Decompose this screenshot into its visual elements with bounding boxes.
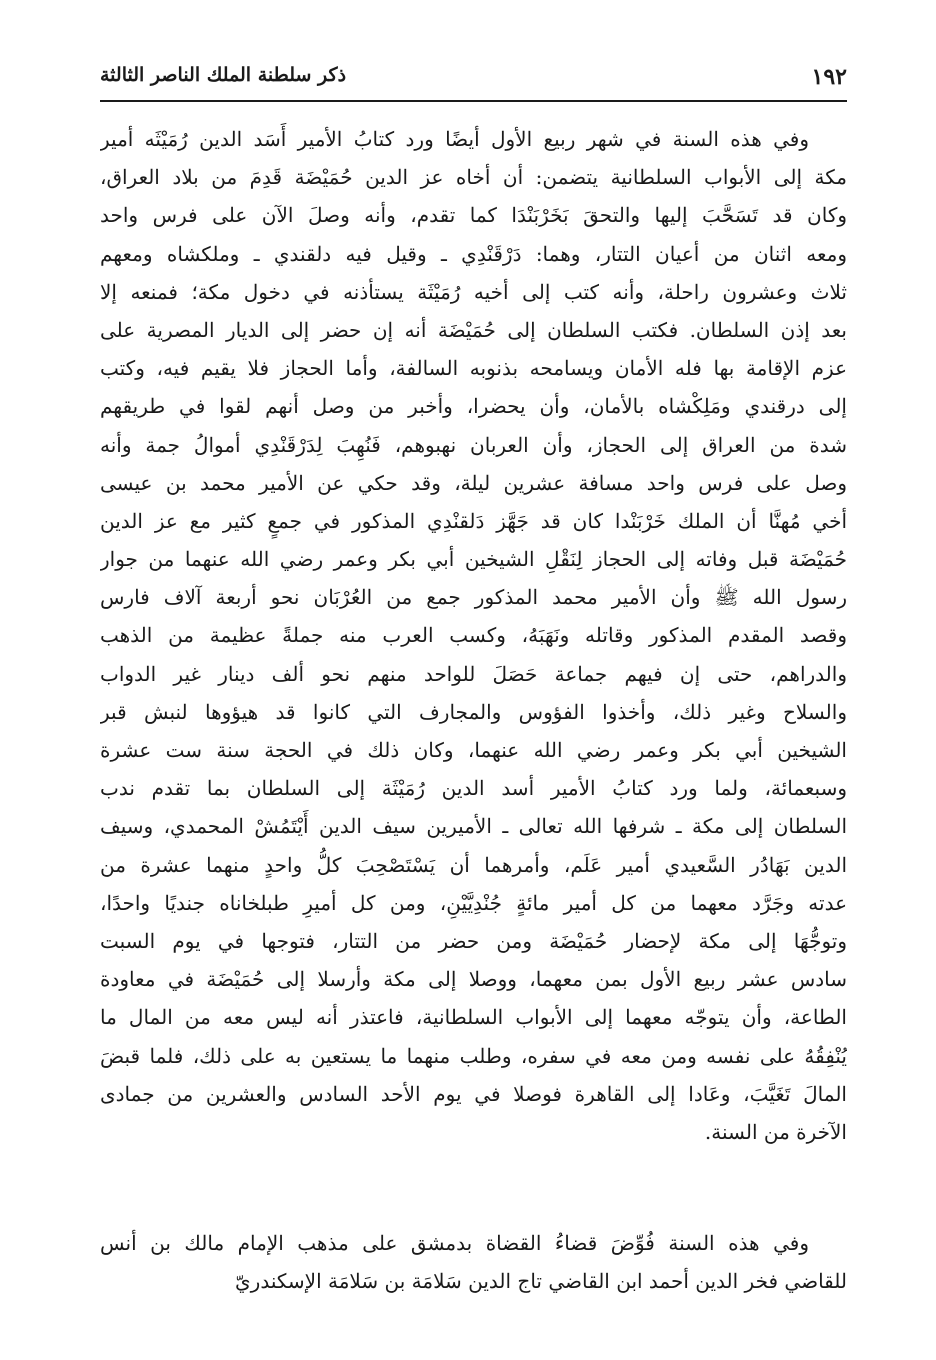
text-line: رسول الله ﷺ وأن الأمير محمد المذكور جمع من العُرْبَان نحو أربعة آلاف فارس: [100, 585, 847, 610]
header-rule: [100, 100, 847, 102]
text-line: والدراهم، حتى إن فيهم جماعة حَصَلَ للواحد منهم نحو ألف دينار غير الدواب: [100, 661, 847, 686]
text-line: والسلاح وغير ذلك، وأخذوا الفؤوس والمجارف التي كانوا قد هيؤوها لنبش قبر: [100, 699, 847, 724]
text-line: للقاضي فخر الدين أحمد ابن القاضي تاج الدين سَلامَة بن سَلامَة الإسكندريّ: [235, 1269, 847, 1294]
text-line: بعد إذن السلطان. فكتب السلطان إلى حُمَيْضَة أنه إن حضر إلى الديار المصرية على: [100, 317, 847, 342]
text-line: السلطان إلى مكة ـ شرفها الله تعالى ـ الأميرين سيف الدين أَيْتَمُشْ المحمدي، وسيف: [100, 814, 847, 839]
text-line: إلى درقندي ومَلِكْشاه بالأمان، وأن يحضرا، وأخبر من وصل أنهم لقوا في طريقهم: [100, 394, 847, 419]
text-line: عزم الإقامة بها فله الأمان ويسامحه بذنوبه السالفة، وأما الحجاز فلا يقيم فيه، وكتب: [100, 356, 847, 381]
text-line: وتوجُّهَا إلى مكة لإحضار حُمَيْضَة ومن حضر من التتار، فتوجها في يوم السبت: [100, 928, 847, 953]
text-line: سادس عشر ربيع الأول بمن معهما، ووصلا إلى مكة وأرسلا إلى حُمَيْضَة في معاودة: [100, 967, 847, 992]
text-line: ثلاث وعشرون راحلة، وأنه كتب إلى أخيه رُمَيْثَة يستأذنه في دخول مكة؛ فمنعه إلا: [100, 279, 847, 304]
text-line: وكان قد تَسَحَّبَ إليها والتحقَ بَخَرْبَنْدَا كما تقدم، وأنه وصلَ الآن على فرس واحد: [100, 203, 847, 228]
text-line: الطاعة، وأن يتوجّه معهما إلى الأبواب السلطانية، فاعتذر أنه ليس معه من المال ما: [100, 1005, 847, 1030]
text-line: وصل على فرس واحد مسافة عشرين ليلة، وقد حكي عن الأمير محمد بن عيسى: [100, 470, 847, 495]
text-line: وفي هذه السنة في شهر ربيع الأول أيضًا ورد كتابُ الأمير أَسَد الدين رُمَيْثَه أمير: [100, 127, 809, 151]
text-line: وفي هذه السنة فُوِّضَ قضاءُ القضاة بدمشق على مذهب الإمام مالك بن أنس: [100, 1231, 809, 1255]
paragraph: [100, 1224, 847, 1300]
text-line: عدته وجَرَّد معهما من كل أمير مائةٍ جُنْدِيَّيْنِ، ومن كل أميرِ طبلخاناه جنديًا واحدًا،: [100, 890, 847, 915]
text-line: حُمَيْضَة قبل وفاته إلى الحجاز لِنَقْلِ الشيخين أبي بكر وعمر رضي الله عنهما من جوار: [100, 547, 847, 572]
text-line: الآخرة من السنة.: [704, 1119, 847, 1144]
text-line: الشيخين أبي بكر وعمر رضي الله عنهما، وكان ذلك في الحجة سنة ست عشرة: [100, 738, 847, 762]
text-line: وقصد المقدم المذكور وقاتله ونَهَبَهُ، وكسب العرب منه جملةً عظيمة من الذهب: [100, 623, 847, 648]
text-line: الدين بَهَادُر السَّعيدي أمير عَلَم، وأمرهما أن يَسْتَصْحِبَ كلُّ واحدٍ منهما عشرة من: [100, 852, 847, 877]
text-line: أخي مُهنَّا أن الملك خَرْبَنْدا كان قد جَهَّز دَلقنْدِي المذكور في جمعٍ كثير مع عز الدين: [100, 508, 847, 533]
page-header: [100, 62, 847, 94]
text-line: مكة إلى الأبواب السلطانية يتضمن: أن أخاه عز الدين حُمَيْضَة قَدِمَ من بلاد العراق،: [100, 165, 847, 190]
text-line: شدة من العراق إلى الحجاز، وأن العربان نهبوهم، فَنُهِبَ لِدَرْقَنْدِي أموالُ جمة وأنه: [100, 432, 847, 457]
text-line: يُنْفِقُهُ على نفسه ومن معه في سفره، وطلب منهما ما يستعين به على ذلك، فلما قبضَ: [100, 1043, 847, 1068]
text-line: وسبعمائة، ولما ورد كتابُ الأمير أسد الدين رُمَيْثَة إلى السلطان بما تقدم ندب: [100, 776, 847, 801]
text-line: المالَ تَغَيَّبَ، وعَادا إلى القاهرة فوصلا في يوم الأحد السادس والعشرين من جمادى: [100, 1081, 847, 1106]
paragraph: [100, 120, 847, 1151]
text-line: ومعه اثنان من أعيان التتار، وهما: دَرْقَنْدِي ـ وقيل فيه دلقندي ـ وملكشاه ومعهم: [100, 241, 847, 266]
running-title: ذكر سلطنة الملك الناصر الثالثة: [100, 64, 347, 86]
page-number: ١٩٢: [811, 64, 847, 90]
